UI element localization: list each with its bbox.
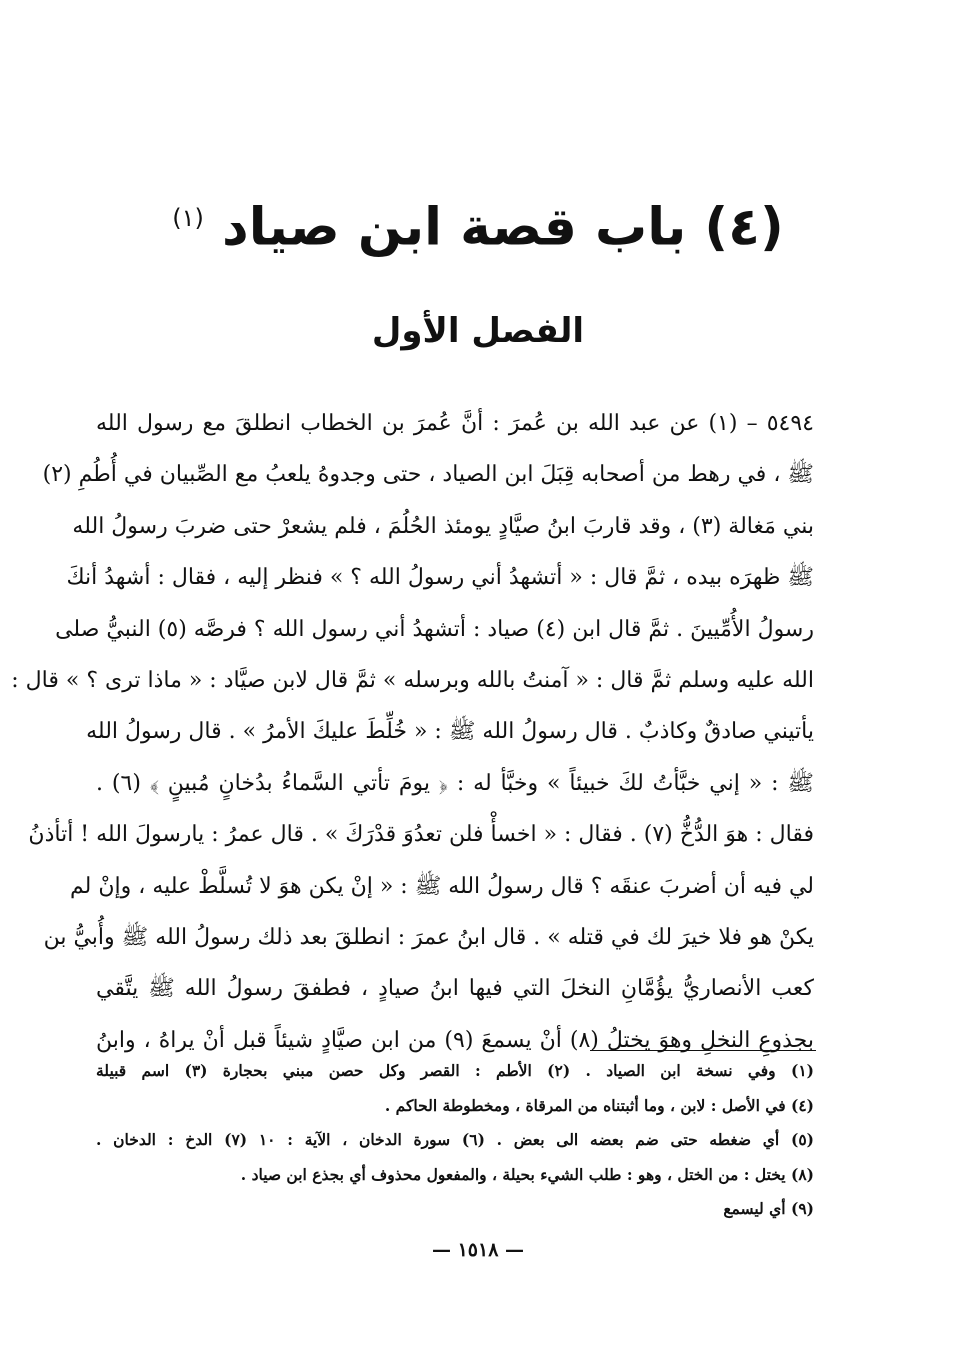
body-line: كعب الأنصاريُّ يؤُمَّانِ النخلَ التي فيها ابنُ صيادٍ ، فطفقَ رسولُ الله ﷺ يتَّقي [96, 976, 814, 1002]
footnotes [96, 1054, 814, 1227]
footnote-line: (٩) أي ليسمع [723, 1199, 814, 1219]
section-title: الفصل الأول [371, 311, 585, 351]
footnote-line: (٨) يختل : من الختل ، وهو : طلب الشيء بحيلة ، والمفعول محذوف أي بجذع ابن صياد . [240, 1164, 814, 1184]
body-line: فقال : هوَ الدُّخُّ (٧) . فقال : « اخسأْ فلن تعدُوَ قدْرَكَ » . قال عمرُ : يارسولَ الله ! أتأذنُ [28, 822, 814, 848]
chapter-title [120, 178, 836, 267]
body-line: رسولُ الأُمِّيينَ . ثمَّ قال ابن (٤) صياد : أتشهدُ أني رسول الله ؟ فرصَّه (٥) النبيُّ صلى [55, 616, 814, 642]
chapter-footnote-mark: (١) [172, 204, 204, 232]
body-line: ﷺ ظهرَه بيده ، ثمَّ قال : « أتشهدُ أني رسولُ الله ؟ » فنظر إليه ، فقال : أشهدُ أنكَ [66, 565, 814, 591]
chapter-number: (٤) [704, 197, 784, 258]
footnote-divider [590, 1050, 816, 1051]
chapter-title-text: باب قصة ابن صياد [222, 197, 687, 258]
body-line: ﷺ : « إني خبَّأتُ لكَ خبيئاً » وخبَّأ له : ﴿ يومَ تأتي السَّماءُ بدُخانٍ مُبينٍ ﴾ (٦) . [96, 770, 814, 796]
body-line: ٥٤٩٤ – (١) عن عبد الله بن عُمرَ : أنَّ عُمرَ بن الخطاب انطلقَ مع رسول الله [96, 411, 814, 436]
body-line: لي فيه أن أضربَ عنقَه ؟ قال رسولُ الله ﷺ : « إنْ يكن هوَ لا تُسلَّطْ عليه ، وإنْ لم [70, 873, 814, 899]
body-line: الله عليه وسلم ثمَّ قال : « آمنتُ بالله وبرسله » ثمَّ قال لابن صيَّاد : « ماذا ترى ؟ » قال : [11, 667, 814, 693]
hadith-text [11, 398, 814, 1066]
footnote-line: (٤) في الأصل : لابن ، وما أثبتناه من المرقاة ، ومخطوطة الحاكم . [384, 1095, 814, 1115]
body-line: يكنْ هو فلا خيرَ لك في قتله » . قال ابنُ عمرَ : انطلقَ بعد ذلك رسولُ الله ﷺ وأُبيُّ بن [43, 924, 814, 950]
body-line: بني مَغالة (٣) ، وقد قاربَ ابنُ صيَّادٍ يومئذ الحُلُمَ ، فلم يشعرْ حتى ضربَ رسولُ الله [72, 513, 814, 539]
page-number: — ١٥١٨ — [431, 1239, 525, 1261]
body-line: ﷺ ، في رهط من أصحابه قِبَلَ ابن الصياد ، حتى وجدوهُ يلعبُ مع الصِّبيان في أُطُمِ (٢) [42, 462, 814, 488]
body-line: بجذوعِ النخلِ وهوَ يختلُ (٨) أنْ يسمعَ (٩) من ابن صيَّادٍ شيئاً قبل أنْ يراهُ ، وابنُ [96, 1027, 814, 1053]
footnote-line: (٥) أي ضغطه حتى ضم بعضه الى بعض . (٦) سورة الدخان ، الآية : ١٠ (٧) الدخ : الدخان . [96, 1130, 814, 1150]
footnote-line: (١) وفي نسخة ابن الصياد . (٢) الأطم : القصر وكل حصن مبني بحجارة (٣) اسم قبيلة [96, 1061, 814, 1080]
body-line: يأتيني صادقٌ وكاذبٌ . قال رسولُ الله ﷺ : « خُلِّطَ عليكَ الأمرُ » . قال رسولُ الله [86, 719, 814, 745]
